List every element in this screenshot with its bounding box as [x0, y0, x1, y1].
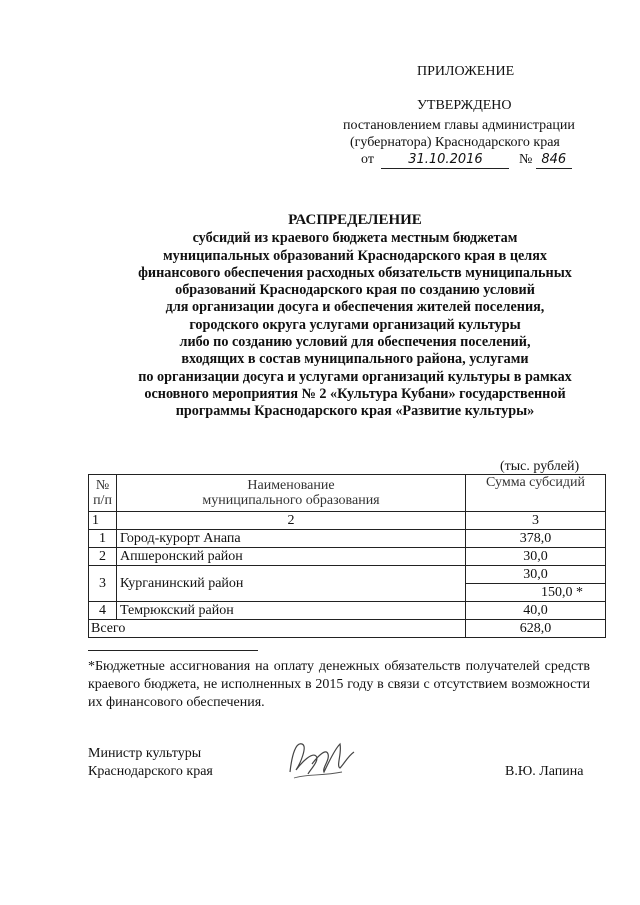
col-header-name: Наименование муниципального образования [117, 475, 466, 512]
table-unit: (тыс. рублей) [500, 459, 580, 474]
row-number: 1 [89, 530, 117, 548]
title-line: образований Краснодарского края по созданию условий [175, 282, 535, 299]
table-total-row [89, 620, 606, 638]
table-row [89, 602, 606, 620]
row-municipality: Город-курорт Анапа [117, 530, 466, 548]
title-line: входящих в состав муниципального района, услугами [181, 351, 529, 368]
row-number: 2 [89, 548, 117, 566]
title-line: финансового обеспечения расходных обязательств муниципальных [138, 264, 572, 281]
row-sum: 30,0 [466, 548, 606, 566]
signatory-name: В.Ю. Лапина [505, 764, 584, 779]
table-row [89, 566, 606, 584]
appendix-label: ПРИЛОЖЕНИЕ [417, 64, 515, 79]
total-value: 628,0 [466, 620, 606, 638]
row-municipality: Темрюкский район [117, 602, 466, 620]
title-line: городского округа услугами организаций культуры [189, 316, 521, 333]
row-sum: 30,0 [466, 566, 606, 584]
footnote: *Бюджетные ассигнования на оплату денежных обязательств получателей средств краевого бюджета, не исполненных в 2015 году в связи с отсутствием возможности их финансового обеспечения. [88, 659, 590, 710]
colnum-cell: 2 [117, 512, 466, 530]
colnum-cell: 1 [89, 512, 117, 530]
title-line: для организации досуга и обеспечения жителей поселения, [165, 299, 545, 316]
signatory-position-line-2: Краснодарского края [88, 764, 213, 779]
document-title [60, 212, 640, 421]
number-prefix: № [518, 152, 533, 167]
title-line: основного мероприятия № 2 «Культура Кубани» государственной [144, 385, 566, 402]
title-heading: РАСПРЕДЕЛЕНИЕ [288, 212, 422, 228]
date-prefix: от [361, 152, 374, 167]
resolution-line-2: (губернатора) Краснодарского края [350, 135, 560, 150]
row-municipality: Апшеронский район [117, 548, 466, 566]
resolution-number: 846 [536, 151, 572, 169]
table-row [89, 548, 606, 566]
signatory-position-line-1: Министр культуры [88, 746, 202, 761]
title-line: либо по созданию условий для обеспечения поселений, [179, 334, 531, 351]
row-sum: 378,0 [466, 530, 606, 548]
title-line: субсидий из краевого бюджета местным бюджетам [192, 230, 518, 247]
row-municipality: Курганинский район [117, 566, 466, 602]
approved-label: УТВЕРЖДЕНО [417, 98, 512, 113]
total-label: Всего [89, 620, 466, 638]
resolution-line-1: постановлением главы администрации [343, 118, 575, 133]
footnote-divider [88, 650, 258, 651]
subsidy-table [88, 474, 606, 638]
colnum-cell: 3 [466, 512, 606, 530]
column-number-row [89, 512, 606, 530]
resolution-date: 31.10.2016 [381, 151, 509, 169]
row-sum: 150,0 * [466, 584, 606, 602]
table-header-row [89, 475, 606, 512]
title-line: программы Краснодарского края «Развитие культуры» [175, 403, 535, 420]
resolution-date-line [361, 151, 572, 169]
title-line: по организации досуга и услугами организаций культуры в рамках [138, 368, 572, 385]
title-line: муниципальных образований Краснодарского края в целях [162, 247, 548, 264]
row-number: 4 [89, 602, 117, 620]
table-row [89, 530, 606, 548]
row-number: 3 [89, 566, 117, 602]
col-header-sum: Сумма субсидий [466, 475, 606, 512]
col-header-number: № п/п [89, 475, 117, 512]
handwritten-signature [282, 734, 362, 784]
row-sum: 40,0 [466, 602, 606, 620]
